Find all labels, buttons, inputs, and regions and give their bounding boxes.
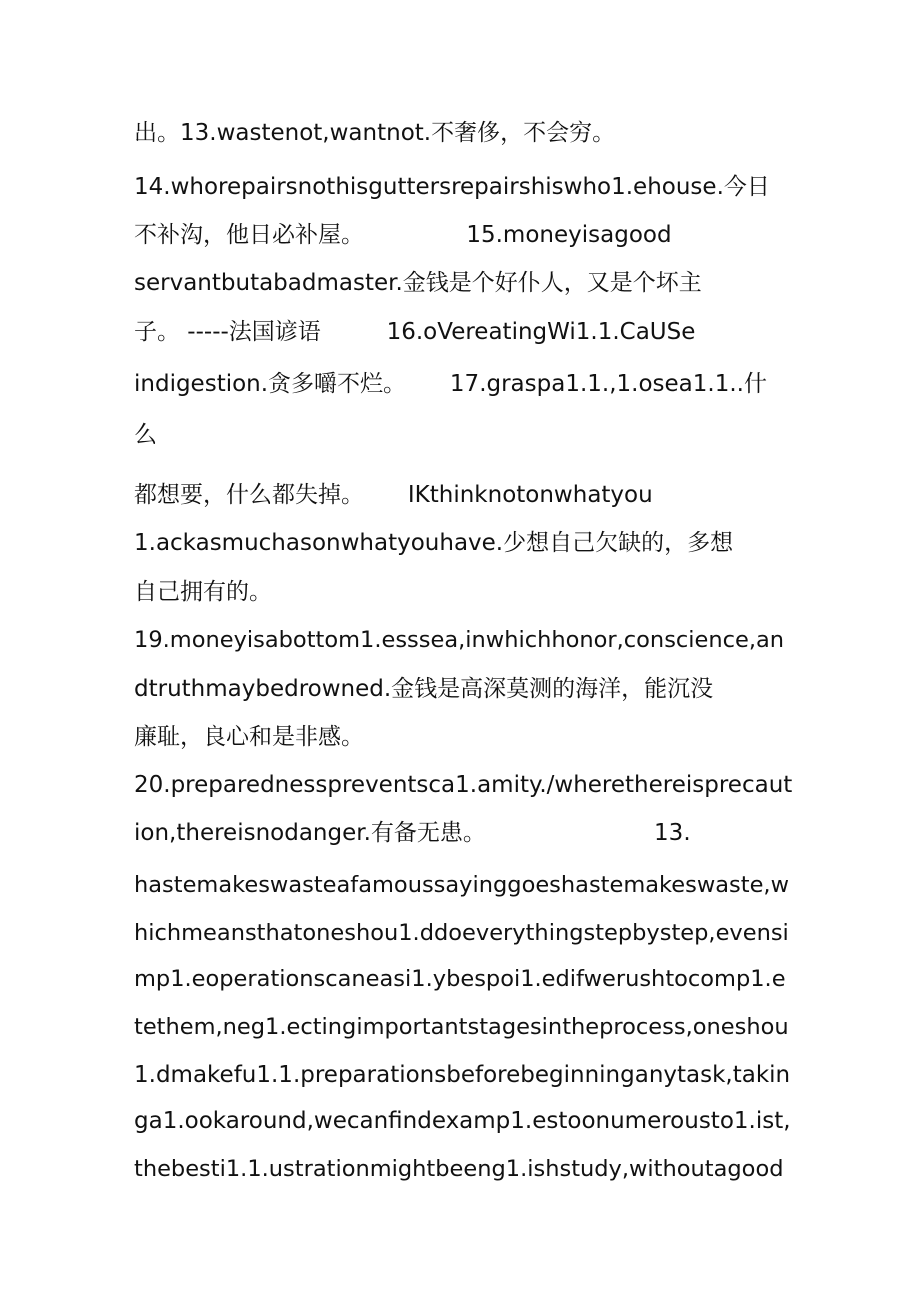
text-line-13: 廉耻，良心和是非感。 bbox=[134, 724, 364, 750]
text-line-5: 子。 -----法国谚语 16.oVereatingWi1.1.CaUSe bbox=[134, 319, 696, 345]
text-line-22: thebesti1.1.ustrationmightbeeng1.ishstudy,withoutagood bbox=[134, 1156, 784, 1182]
text-line-4: servantbutabadmaster.金钱是个好仆人，又是个坏主 bbox=[134, 270, 702, 296]
text-line-10: 自己拥有的。 bbox=[134, 579, 272, 605]
text-line-3: 不补沟，他日必补屋。 15.moneyisagood bbox=[134, 222, 672, 248]
text-line-14: 20.preparednesspreventsca1.amity./wherethereisprecaut bbox=[134, 772, 793, 798]
text-line-12: dtruthmaybedrowned.金钱是高深莫测的海洋，能沉没 bbox=[134, 676, 714, 702]
text-line-2: 14.whorepairsnothisguttersrepairshiswho1.ehouse.今日 bbox=[134, 174, 770, 200]
text-line-7: 么 bbox=[134, 422, 157, 448]
text-line-17: hichmeansthatoneshou1.ddoeverythingstepbystep,evensi bbox=[134, 920, 789, 946]
text-line-9: 1.ackasmuchasonwhatyouhave.少想自己欠缺的，多想 bbox=[134, 530, 734, 556]
text-line-6: indigestion.贪多嚼不烂。 17.graspa1.1.,1.osea1.1..什 bbox=[134, 371, 767, 397]
text-line-19: tethem,neg1.ectingimportantstagesintheprocess,oneshou bbox=[134, 1014, 789, 1040]
text-line-21: ga1.ookaround,wecanfindexamp1.estoonumerousto1.ist, bbox=[134, 1108, 791, 1134]
text-line-8: 都想要，什么都失掉。 IKthinknotonwhatyou bbox=[134, 482, 653, 508]
text-line-1: 出。13.wastenot,wantnot.不奢侈，不会穷。 bbox=[134, 120, 616, 146]
text-line-20: 1.dmakefu1.1.preparationsbeforebeginninganytask,takin bbox=[134, 1062, 791, 1088]
text-line-16: hastemakeswasteafamoussayinggoeshastemakeswaste,w bbox=[134, 872, 789, 898]
text-line-18: mp1.eoperationscaneasi1.ybespoi1.edifwerushtocomp1.e bbox=[134, 966, 786, 992]
text-line-15: ion,thereisnodanger.有备无患。 13. bbox=[134, 820, 691, 846]
text-line-11: 19.moneyisabottom1.esssea,inwhichhonor,conscience,an bbox=[134, 627, 785, 653]
